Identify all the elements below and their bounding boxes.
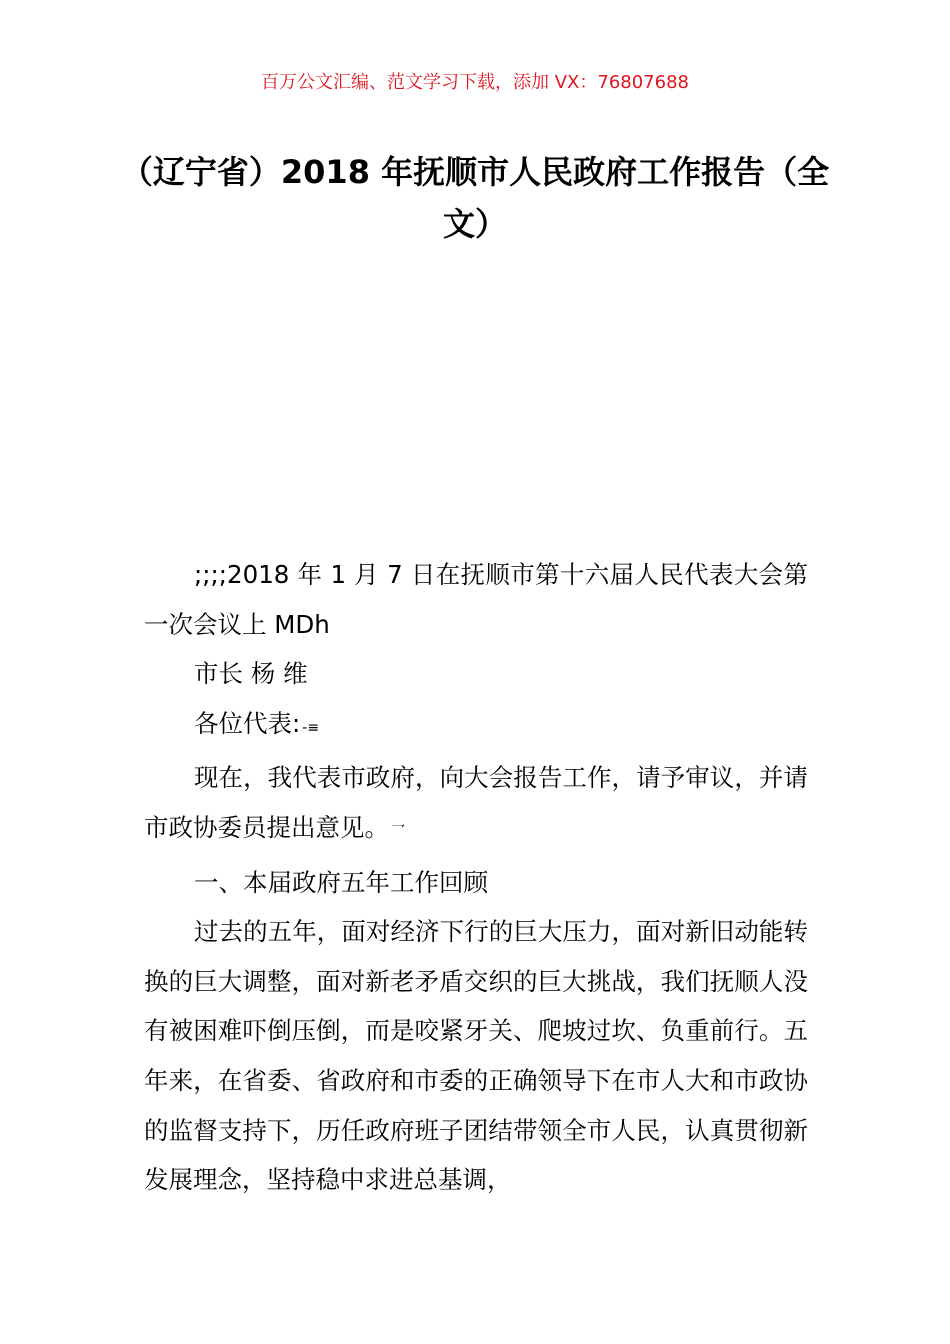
paragraph-text: 过去的五年，面对经济下行的巨大压力，面对新旧动能转换的巨大调整，面对新老矛盾交织的巨大挑战，我们抚顺人没有被困难吓倒压倒，而是咬紧牙关、爬坡过坎、负重前行。五年来，在省委、省政府和市委的正确领导下在市人大和市政协的监督支持下，历任政府班子团结带领全市人民，认真贯彻新发展理念，坚持稳中求进总基调， xyxy=(144,917,808,1195)
header-note: 百万公文汇编、范文学习下载，添加 VX：76807688 xyxy=(261,72,689,93)
paragraph-text: 市长 杨 维 xyxy=(194,659,308,689)
paragraph-meeting-info xyxy=(144,550,808,649)
stray-mark: 乛 xyxy=(391,823,405,840)
heading-text: 一、本届政府五年工作回顾 xyxy=(194,867,488,897)
paragraph-opening xyxy=(144,753,808,857)
paragraph-text: ;;;;2018 年 1 月 7 日在抚顺市第十六届人民代表大会第一次会议上 MDh xyxy=(144,560,808,639)
paragraph-text: 现在，我代表市政府，向大会报告工作，请予审议，并请市政协委员提出意见。 xyxy=(144,763,808,842)
paragraph-review xyxy=(144,907,808,1205)
paragraph-salutation xyxy=(144,699,808,754)
paragraph-text: 各位代表: xyxy=(194,708,301,738)
paragraph-speaker xyxy=(144,649,808,699)
document-body xyxy=(144,550,808,1205)
document-title: （辽宁省）2018 年抚顺市人民政府工作报告（全文） xyxy=(120,153,830,243)
section-heading xyxy=(144,858,808,908)
stray-mark: -≡ xyxy=(302,719,320,736)
